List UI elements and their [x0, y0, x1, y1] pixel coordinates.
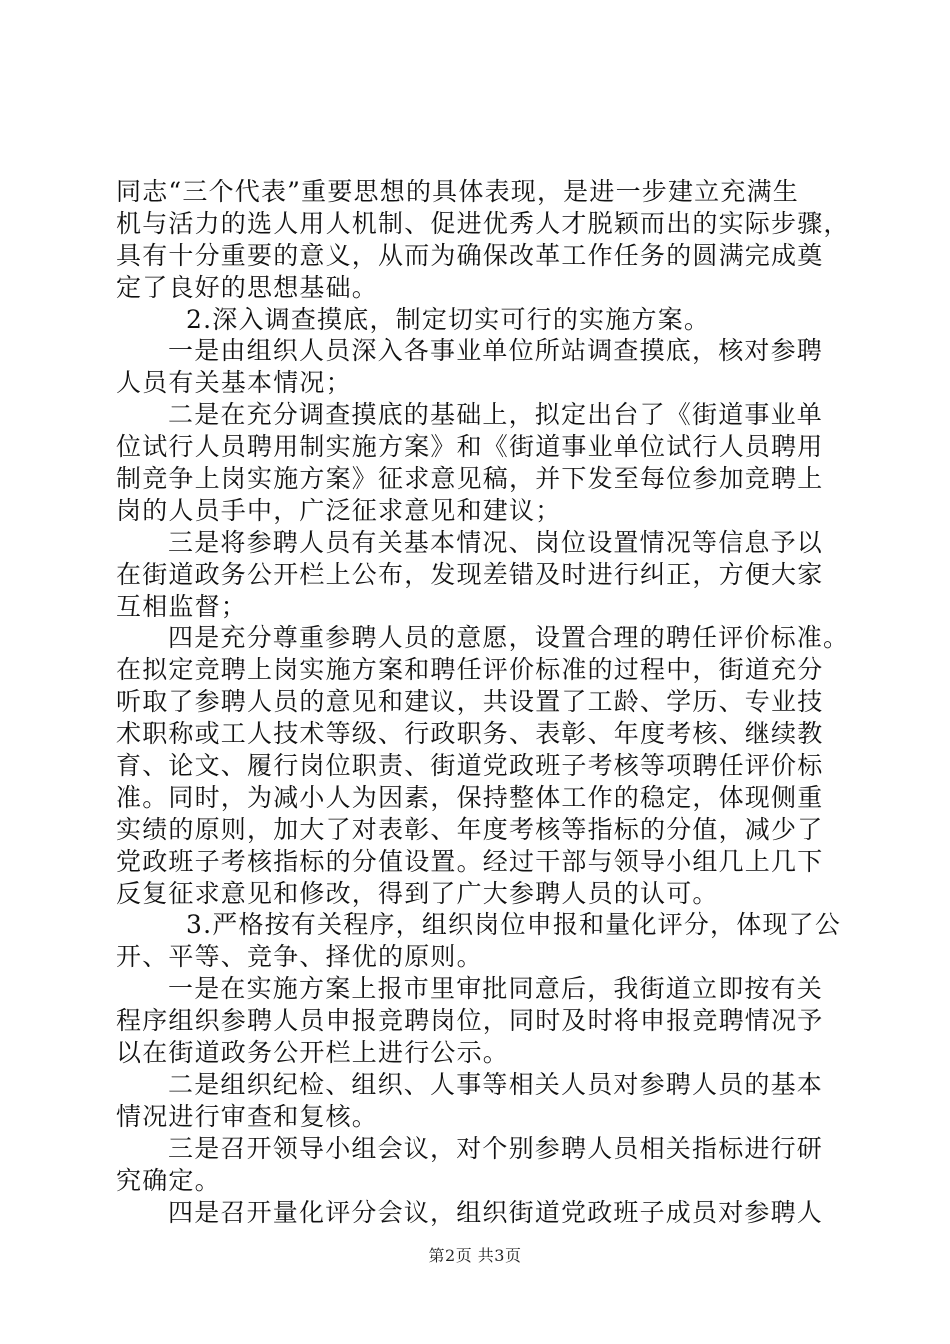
text-line: 一是由组织人员深入各事业单位所站调查摸底，核对参聘: [168, 336, 824, 366]
text-line: 三是将参聘人员有关基本情况、岗位设置情况等信息予以: [168, 527, 824, 557]
text-line: 定了良好的思想基础。: [116, 272, 379, 302]
text-line: 听取了参聘人员的意见和建议，共设置了工龄、学历、专业技: [116, 687, 824, 717]
text-line: 在街道政务公开栏上公布，发现差错及时进行纠正，方便大家: [116, 559, 824, 589]
text-line: 开、平等、竞争、择优的原则。: [116, 942, 483, 972]
text-line: 制竞争上岗实施方案》征求意见稿，并下发至每位参加竞聘上: [116, 464, 824, 494]
text-line: 一是在实施方案上报市里审批同意后，我街道立即按有关: [168, 974, 824, 1004]
text-line: 程序组织参聘人员申报竞聘岗位，同时及时将申报竞聘情况予: [116, 1006, 824, 1036]
text-line: 实绩的原则，加大了对表彰、年度考核等指标的分值，减少了: [116, 814, 824, 844]
text-line: 三是召开领导小组会议，对个别参聘人员相关指标进行研: [168, 1133, 824, 1163]
text-line: 岗的人员手中，广泛征求意见和建议；: [116, 495, 562, 525]
document-body: [116, 176, 850, 1228]
text-line: 党政班子考核指标的分值设置。经过干部与领导小组几上几下: [116, 846, 824, 876]
text-line: 具有十分重要的意义，从而为确保改革工作任务的圆满完成奠: [116, 240, 824, 270]
text-line: 人员有关基本情况；: [116, 368, 352, 398]
section-heading: 2.深入调查摸底，制定切实可行的实施方案。: [186, 304, 711, 334]
text-line: 术职称或工人技术等级、行政职务、表彰、年度考核、继续教: [116, 719, 824, 749]
text-line: 位试行人员聘用制实施方案》和《街道事业单位试行人员聘用: [116, 432, 824, 462]
text-line: 以在街道政务公开栏上进行公示。: [116, 1038, 510, 1068]
text-line: 育、论文、履行岗位职责、街道党政班子考核等项聘任评价标: [116, 751, 824, 781]
section-heading: 3.严格按有关程序，组织岗位申报和量化评分，体现了公: [186, 910, 842, 940]
text-line: 二是在充分调查摸底的基础上，拟定出台了《街道事业单: [168, 400, 824, 430]
text-line: 同志“三个代表”重要思想的具体表现，是进一步建立充满生: [116, 177, 799, 206]
text-line: 四是充分尊重参聘人员的意愿，设置合理的聘任评价标准。: [168, 623, 850, 653]
text-line: 准。同时，为减小人为因素，保持整体工作的稳定，体现侧重: [116, 782, 824, 812]
text-line: 情况进行审查和复核。: [116, 1101, 379, 1131]
text-line: 四是召开量化评分会议，组织街道党政班子成员对参聘人: [168, 1197, 824, 1227]
text-line: 机与活力的选人用人机制、促进优秀人才脱颖而出的实际步骤，: [116, 208, 850, 238]
text-line: 二是组织纪检、组织、人事等相关人员对参聘人员的基本: [168, 1069, 824, 1099]
text-line: 反复征求意见和修改，得到了广大参聘人员的认可。: [116, 878, 719, 908]
page-number-footer: 第2页 共3页: [428, 1246, 522, 1265]
text-line: 在拟定竞聘上岗实施方案和聘任评价标准的过程中，街道充分: [116, 655, 824, 685]
text-line: 究确定。: [116, 1165, 221, 1195]
text-line: 互相监督；: [116, 591, 248, 621]
